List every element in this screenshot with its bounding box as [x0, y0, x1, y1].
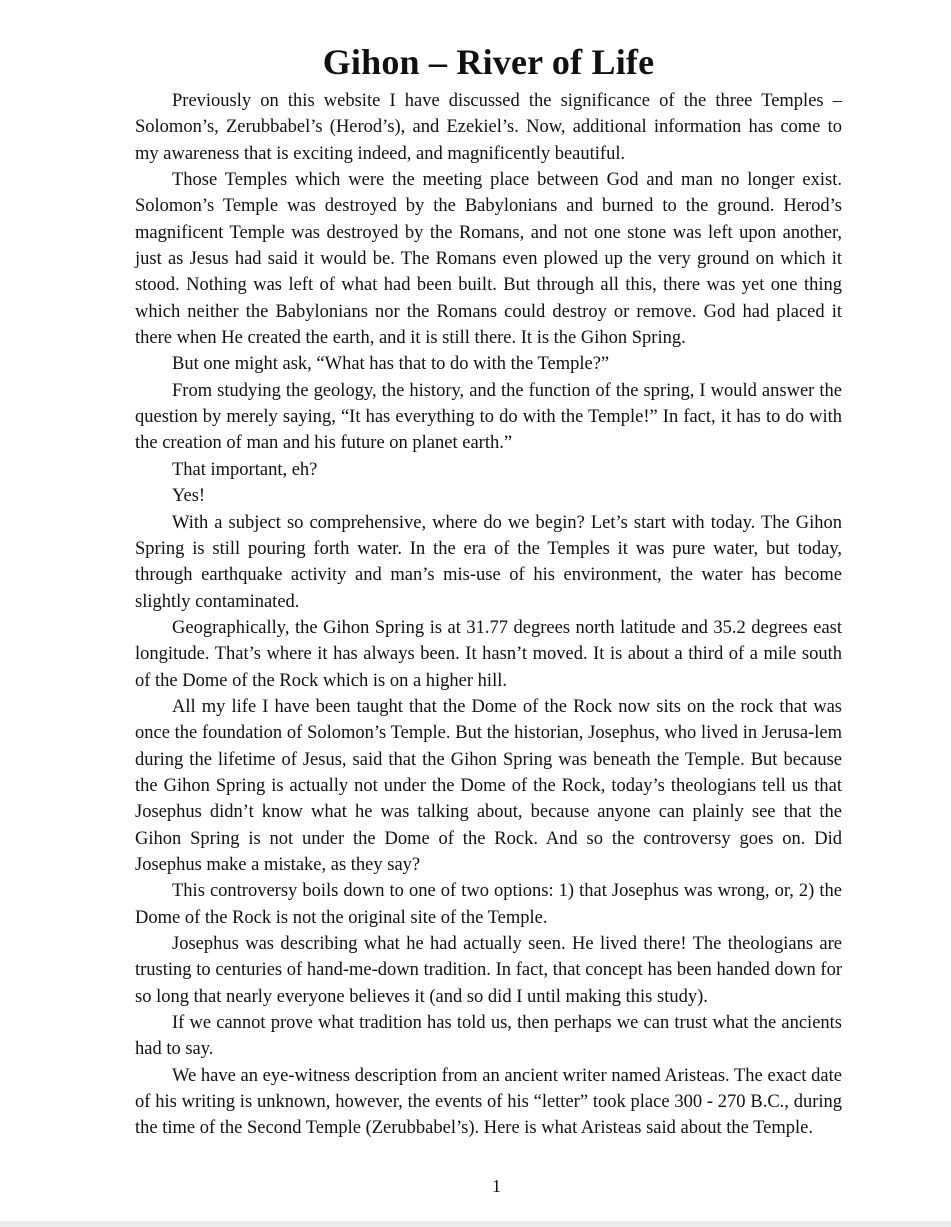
paragraph-that-important: That important, eh?: [172, 459, 318, 480]
paragraph-controversy: This controversy boils down to one of two options: 1) that Josephus was wrong, or, 2) the Dome of the Rock is not the original site of the Temple.: [135, 881, 842, 928]
paragraph-tradition: If we cannot prove what tradition has told us, then perhaps we can trust what the ancients had to say.: [135, 1013, 842, 1060]
paragraph-temples-destroyed: Those Temples which were the meeting place between God and man no longer exist. Solomon’s Temple was destroyed by the Babylonians and burned to the ground. Herod’s magnificent Temple was destroyed by the Romans, and not one stone was left upon another, just as Jesus had said it would be. The Romans even plowed up the very ground on which it stood. Nothing was left of what had been built. But through all this, there was yet one thing which neither the Babylonians nor the Romans could destroy or remove. God had placed it there when He created the earth, and it is still there. It is the Gihon Spring.: [135, 170, 842, 349]
paragraph-where-begin: With a subject so comprehensive, where do we begin? Let’s start with today. The Gihon Spring is still pouring forth water. In the era of the Temples it was pure water, but today, through earthquake activity and man’s mis-use of his environment, the water has become slightly contaminated.: [135, 512, 842, 612]
paragraph-answer: From studying the geology, the history, and the function of the spring, I would answer the question by merely saying, “It has everything to do with the Temple!” In fact, it has to do with the creation of man and his future on planet earth.”: [135, 380, 842, 454]
page-title: Gihon – River of Life: [322, 42, 655, 82]
article-body: [135, 88, 842, 1142]
page-bottom-edge: [0, 1221, 951, 1227]
paragraph-eyewitness-josephus: Josephus was describing what he had actually seen. He lived there! The theologians are trusting to centuries of hand-me-down tradition. In fact, that concept has been handed down for so long that nearly everyone believes it (and so did I until making this study).: [135, 934, 842, 1007]
paragraph-intro: Previously on this website I have discussed the significance of the three Temples – Solomon’s, Zerubbabel’s (Herod’s), and Ezekiel’s. Now, additional information has come to my awareness that is exciting indeed, and magnificently beautiful.: [135, 91, 842, 164]
paragraph-question: But one might ask, “What has that to do with the Temple?”: [172, 354, 610, 375]
paragraph-josephus: All my life I have been taught that the Dome of the Rock now sits on the rock that was once the foundation of Solomon’s Temple. But the historian, Josephus, who lived in Jerusa-lem during the lifetime of Jesus, said that the Gihon Spring was beneath the Temple. But because the Gihon Spring is actually not under the Dome of the Rock, today’s theologians tell us that Josephus didn’t know what he was talking about, because anyone can plainly see that the Gihon Spring is not under the Dome of the Rock. And so the controversy goes on. Did Josephus make a mistake, as they say?: [135, 696, 842, 875]
paragraph-aristeas: We have an eye-witness description from an ancient writer named Aristeas. The exact date of his writing is unknown, however, the events of his “letter” took place 300 - 270 B.C., during the time of the Second Temple (Zerubbabel’s). Here is what Aristeas said about the Temple.: [135, 1065, 842, 1139]
page-number: 1: [492, 1176, 501, 1196]
paragraph-geography: Geographically, the Gihon Spring is at 31.77 degrees north latitude and 35.2 degrees east longitude. That’s where it has always been. It hasn’t moved. It is about a third of a mile south of the Dome of the Rock which is on a higher hill.: [135, 617, 842, 691]
paragraph-yes: Yes!: [172, 486, 206, 507]
